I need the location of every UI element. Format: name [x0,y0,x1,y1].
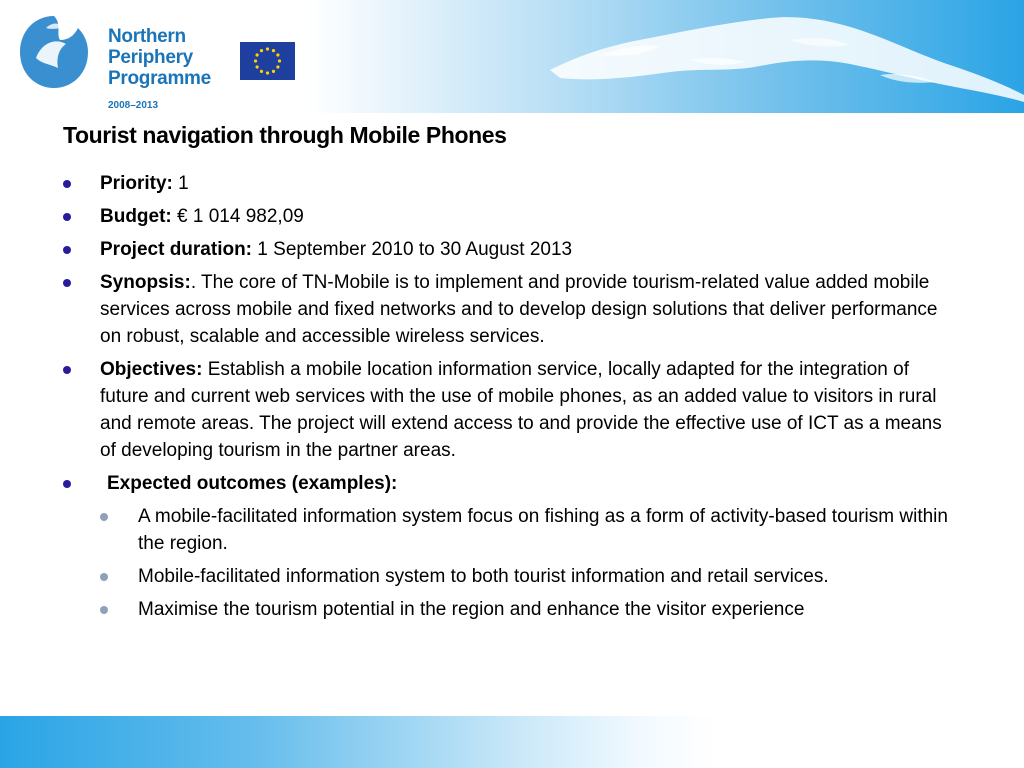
northern-region-map-icon [540,0,1024,113]
item-text: € 1 014 982,09 [171,206,304,227]
list-item-duration [62,236,962,263]
bullet-icon [63,180,71,188]
list-item-outcomes [62,470,962,497]
npp-logo [16,12,212,111]
sub-item-text: Mobile-facilitated information system to both tourist information and retail services. [138,566,829,587]
logo-text [108,26,211,89]
list-item-objectives [62,356,962,464]
item-text: . The core of TN-Mobile is to implement and provide tourism-related value added mobile services across mobile and fixed networks and to develop design solutions that deliver performance on robust, scalable and accessible wireless services. [100,272,938,347]
sub-bullet-icon [100,606,108,614]
item-text: Establish a mobile location information service, locally adapted for the integration of future and current web services with the use of mobile phones, as an added value to visitors in rural and remote areas. The project will extend access to and provide the effective use of ICT as a means of developing tourism in the partner areas. [100,359,942,461]
bullet-icon [63,279,71,287]
bullet-icon [63,366,71,374]
header-banner [0,0,1024,113]
item-label: Expected outcomes (examples): [107,473,398,494]
logo-line-1: Northern [108,26,186,47]
bird-logo-icon [16,12,92,92]
item-label: Budget: [100,206,172,227]
item-text: 1 [172,173,189,194]
logo-line-3: Programme [108,68,211,89]
item-text: 1 September 2010 to 30 August 2013 [252,239,573,260]
list-item-budget [62,203,962,230]
sub-item-text: A mobile-facilitated information system focus on fishing as a form of activity-based tourism within the region. [138,506,948,554]
item-label: Objectives: [100,359,203,380]
bullet-icon [63,213,71,221]
logo-line-2: Periphery [108,47,193,68]
sub-list-item [62,563,962,590]
item-label: Project duration: [100,239,253,260]
bullet-icon [63,246,71,254]
sub-bullet-icon [100,513,108,521]
list-item-synopsis [62,269,962,350]
sub-list-item [62,596,962,623]
item-label: Priority: [100,173,173,194]
list-item-priority [62,170,962,197]
eu-flag-icon [240,42,295,80]
item-label: Synopsis: [100,272,191,293]
bullet-icon [63,480,71,488]
slide-content [62,170,962,629]
sub-item-text: Maximise the tourism potential in the region and enhance the visitor experience [138,599,805,620]
sub-list-item [62,503,962,557]
logo-years: 2008–2013 [108,100,159,111]
slide-title: Tourist navigation through Mobile Phones [63,122,507,148]
sub-bullet-icon [100,573,108,581]
footer-bar [0,716,1024,768]
